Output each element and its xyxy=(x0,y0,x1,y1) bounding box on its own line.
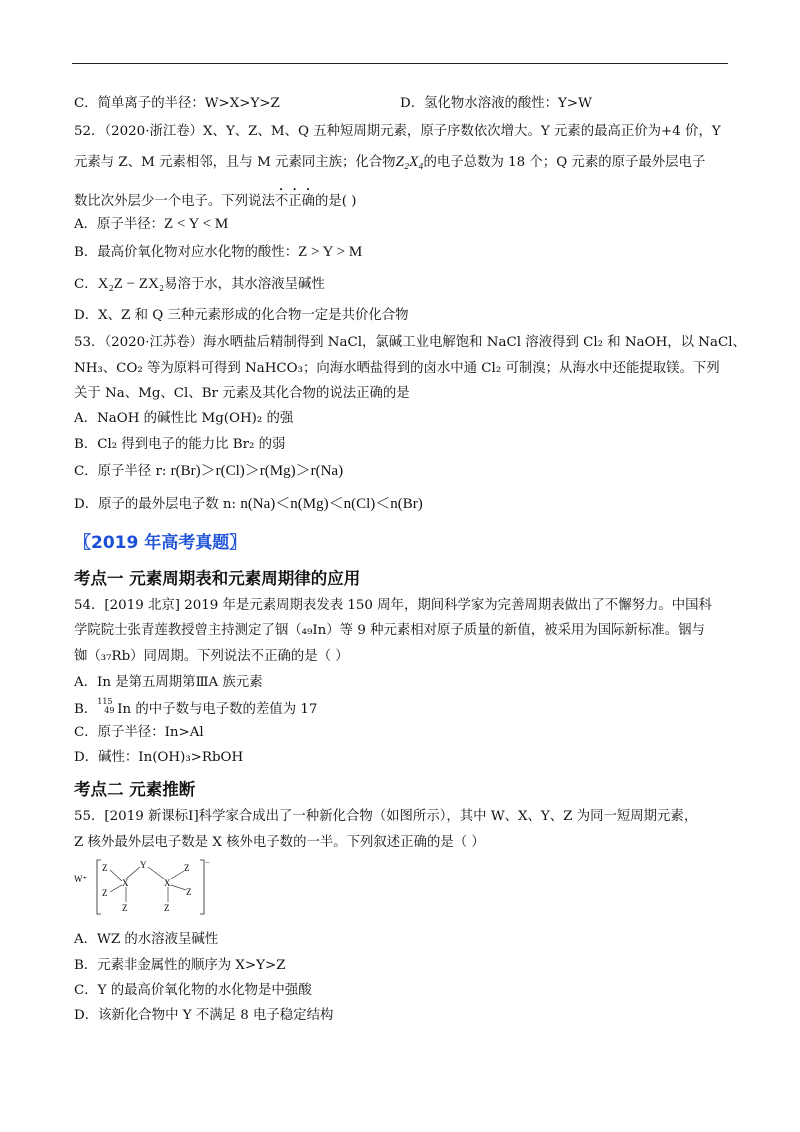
q53-option-c-math: r(Br)＞r(Cl)＞r(Mg)＞r(Na) xyxy=(170,463,344,479)
topic-heading-2: 考点二 元素推断 xyxy=(74,780,196,799)
q54-mass-number: 115 xyxy=(97,697,113,706)
q52-stem-line3a: 数比次外层少一个电子。下列说法 xyxy=(74,194,275,209)
fig-atom-z3: Z xyxy=(122,903,128,913)
q51-option-d: D．氢化物水溶液的酸性：Y>W xyxy=(400,96,592,111)
q54-option-a: A．In 是第五周期第ⅢA 族元素 xyxy=(74,675,263,690)
fig-charge: − xyxy=(205,858,210,867)
q52-stem-line3b: 的是( ) xyxy=(315,194,357,209)
q54-option-c: C．原子半径：In>Al xyxy=(74,725,204,740)
fig-atom-y: Y xyxy=(140,860,147,870)
q53-option-b: B．Cl₂ 得到电子的能力比 Br₂ 的弱 xyxy=(74,437,286,452)
q52-option-c-text: 易溶于水，其水溶液呈碱性 xyxy=(164,277,325,292)
fig-atom-z2: Z xyxy=(102,888,108,898)
q51-option-c: C．简单离子的半径：W>X>Y>Z xyxy=(74,96,280,111)
section-heading-2019: 〖2019 年高考真题〗 xyxy=(74,533,247,553)
q52-emphasis: 不正确 xyxy=(274,194,316,209)
q52-option-a xyxy=(74,215,228,234)
topic-heading-1: 考点一 元素周期表和元素周期律的应用 xyxy=(74,569,361,588)
q54-atomic-number: 49 xyxy=(104,706,115,715)
fig-atom-z5: Z xyxy=(186,887,192,897)
q55-option-b: B．元素非金属性的顺序为 X>Y>Z xyxy=(74,958,286,973)
q52-stem-line2 xyxy=(74,153,705,172)
q53-option-d xyxy=(74,495,423,514)
q52-option-a-label: A．原子半径： xyxy=(74,217,165,232)
q54-stem-line1: 54．[2019 北京] 2019 年是元素周期表发表 150 周年，期间科学家为完善周期表做出了不懈努力。中国科 xyxy=(74,598,712,613)
q52-stem-line1: 52．（2020·浙江卷）X、Y、Z、M、Q 五种短周期元素，原子序数依次增大。Y 元素的最高正价为+4 价，Y xyxy=(74,124,721,139)
q52-option-d: D．X、Z 和 Q 三种元素形成的化合物一定是共价化合物 xyxy=(74,308,409,323)
q52-stem-line3 xyxy=(74,186,357,211)
q53-option-d-label: D．原子的最外层电子数 n: xyxy=(74,497,237,512)
q55-option-c: C．Y 的最高价氧化物的水化物是中强酸 xyxy=(74,983,312,998)
q53-stem-line1: 53．（2020·江苏卷）海水晒盐后精制得到 NaCl，氯碱工业电解饱和 NaCl 溶液得到 Cl₂ 和 NaOH，以 NaCl、 xyxy=(74,335,746,350)
q52-option-a-math: Z < Y < M xyxy=(164,216,229,232)
fig-atom-x2: X xyxy=(164,878,171,888)
q53-stem-line2: NH₃、CO₂ 等为原料可得到 NaHCO₃；向海水晒盐得到的卤水中通 Cl₂ 可制溴；从海水中还能提取镁。下列 xyxy=(74,361,720,376)
fig-atom-z6: Z xyxy=(164,903,170,913)
q52-option-b-label: B．最高价氧化物对应水化物的酸性： xyxy=(74,245,299,260)
q55-option-a: A．WZ 的水溶液呈碱性 xyxy=(74,932,219,947)
q53-option-c xyxy=(74,462,343,481)
q53-stem-line3: 关于 Na、Mg、Cl、Br 元素及其化合物的说法正确的是 xyxy=(74,386,410,401)
q55-structure-figure xyxy=(74,857,214,919)
q53-option-a: A．NaOH 的碱性比 Mg(OH)₂ 的强 xyxy=(74,411,294,426)
q55-stem-line1: 55．[2019 新课标Ⅰ]科学家合成出了一种新化合物（如图所示），其中 W、X、Y、Z 为同一短周期元素， xyxy=(74,809,698,824)
q52-stem-line2b: 的电子总数为 18 个；Q 元素的原子最外层电子 xyxy=(423,155,706,170)
q54-option-b-text: In 的中子数与电子数的差值为 17 xyxy=(117,702,318,717)
q52-formula: Z₂X₄ xyxy=(395,154,424,170)
q52-option-c-math: X₂Z − ZX₂ xyxy=(97,276,165,292)
q54-option-b-label: B． xyxy=(74,702,98,717)
q52-option-b xyxy=(74,243,362,262)
q55-stem-line2: Z 核外最外层电子数是 X 核外电子数的一半。下列叙述正确的是（ ） xyxy=(74,835,485,850)
q53-option-d-math: n(Na)＜n(Mg)＜n(Cl)＜n(Br) xyxy=(240,496,423,512)
q52-option-c-label: C． xyxy=(74,277,98,292)
fig-cation: W⁺ xyxy=(74,874,88,884)
q53-option-c-label: C．原子半径 r: xyxy=(74,464,167,479)
q55-option-d: D．该新化合物中 Y 不满足 8 电子稳定结构 xyxy=(74,1008,334,1023)
q54-stem-line3: 铷（₃₇Rb）同周期。下列说法不正确的是（ ） xyxy=(74,649,349,664)
fig-left-bracket xyxy=(97,860,101,914)
header-rule xyxy=(72,63,728,64)
q54-option-d: D．碱性：In(OH)₃>RbOH xyxy=(74,750,244,765)
q52-option-b-math: Z > Y > M xyxy=(298,244,363,260)
fig-atom-z1: Z xyxy=(102,863,108,873)
fig-atom-x1: X xyxy=(122,878,129,888)
q52-stem-line2a: 元素与 Z、M 元素相邻，且与 M 元素同主族；化合物 xyxy=(74,155,396,170)
fig-atom-z4: Z xyxy=(184,863,190,873)
q54-option-b xyxy=(74,699,317,719)
fig-right-bracket xyxy=(200,860,204,914)
q54-stem-line2: 学院院士张青莲教授曾主持测定了铟（₄₉In）等 9 种元素相对原子质量的新值，被采用为国际新标准。铟与 xyxy=(74,623,705,638)
q52-option-c xyxy=(74,275,325,294)
